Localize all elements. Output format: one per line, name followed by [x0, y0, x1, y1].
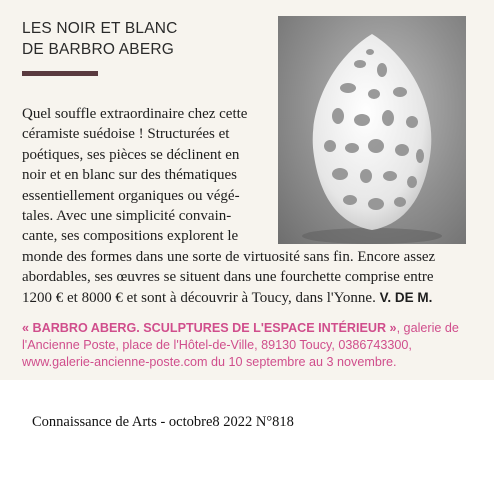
info-line-1	[22, 320, 459, 337]
body-line: essentiellement organiques ou végé-	[22, 187, 240, 204]
body-line: monde des formes dans une sorte de virtuosité sans fin. Encore assez	[22, 248, 436, 265]
author-signature: V. DE M.	[379, 289, 433, 305]
info-website-dates: www.galerie-ancienne-poste.com du 10 septembre au 3 novembre.	[22, 355, 397, 369]
headline-line-2: DE BARBRO ABERG	[22, 41, 175, 58]
body-line: abordables, ses œuvres se situent dans une fourchette comprise entre	[22, 269, 434, 286]
body-line: Quel souffle extraordinaire chez cette	[22, 106, 248, 122]
body-line: céramiste suédoise ! Structurées et	[22, 126, 230, 143]
accent-rule	[22, 71, 98, 76]
body-line: cante, ses compositions explorent le	[22, 228, 239, 245]
body-line-last	[22, 288, 435, 308]
source-caption: Connaissance de Arts - octobre8 2022 N°818	[32, 414, 294, 430]
info-line-1-rest: , galerie de	[396, 321, 459, 335]
article-body	[22, 104, 435, 308]
headline-line-1: LES NOIR ET BLANC	[22, 20, 178, 37]
exhibition-info	[22, 320, 459, 371]
body-line: noir et en blanc sur des thématiques	[22, 167, 237, 184]
exhibition-title: « BARBRO ABERG. SCULPTURES DE L'ESPACE INTÉRIEUR »	[22, 321, 397, 335]
body-line: poétiques, ses pièces se déclinent en	[22, 146, 240, 163]
info-address: l'Ancienne Poste, place de l'Hôtel-de-Ville, 89130 Toucy, 0386743300,	[22, 338, 412, 352]
body-line: tales. Avec une simplicité convain-	[22, 208, 232, 225]
article-headline	[22, 18, 262, 60]
body-last-text: 1200 € et 8000 € et sont à découvrir à Toucy, dans l'Yonne.	[22, 289, 376, 306]
